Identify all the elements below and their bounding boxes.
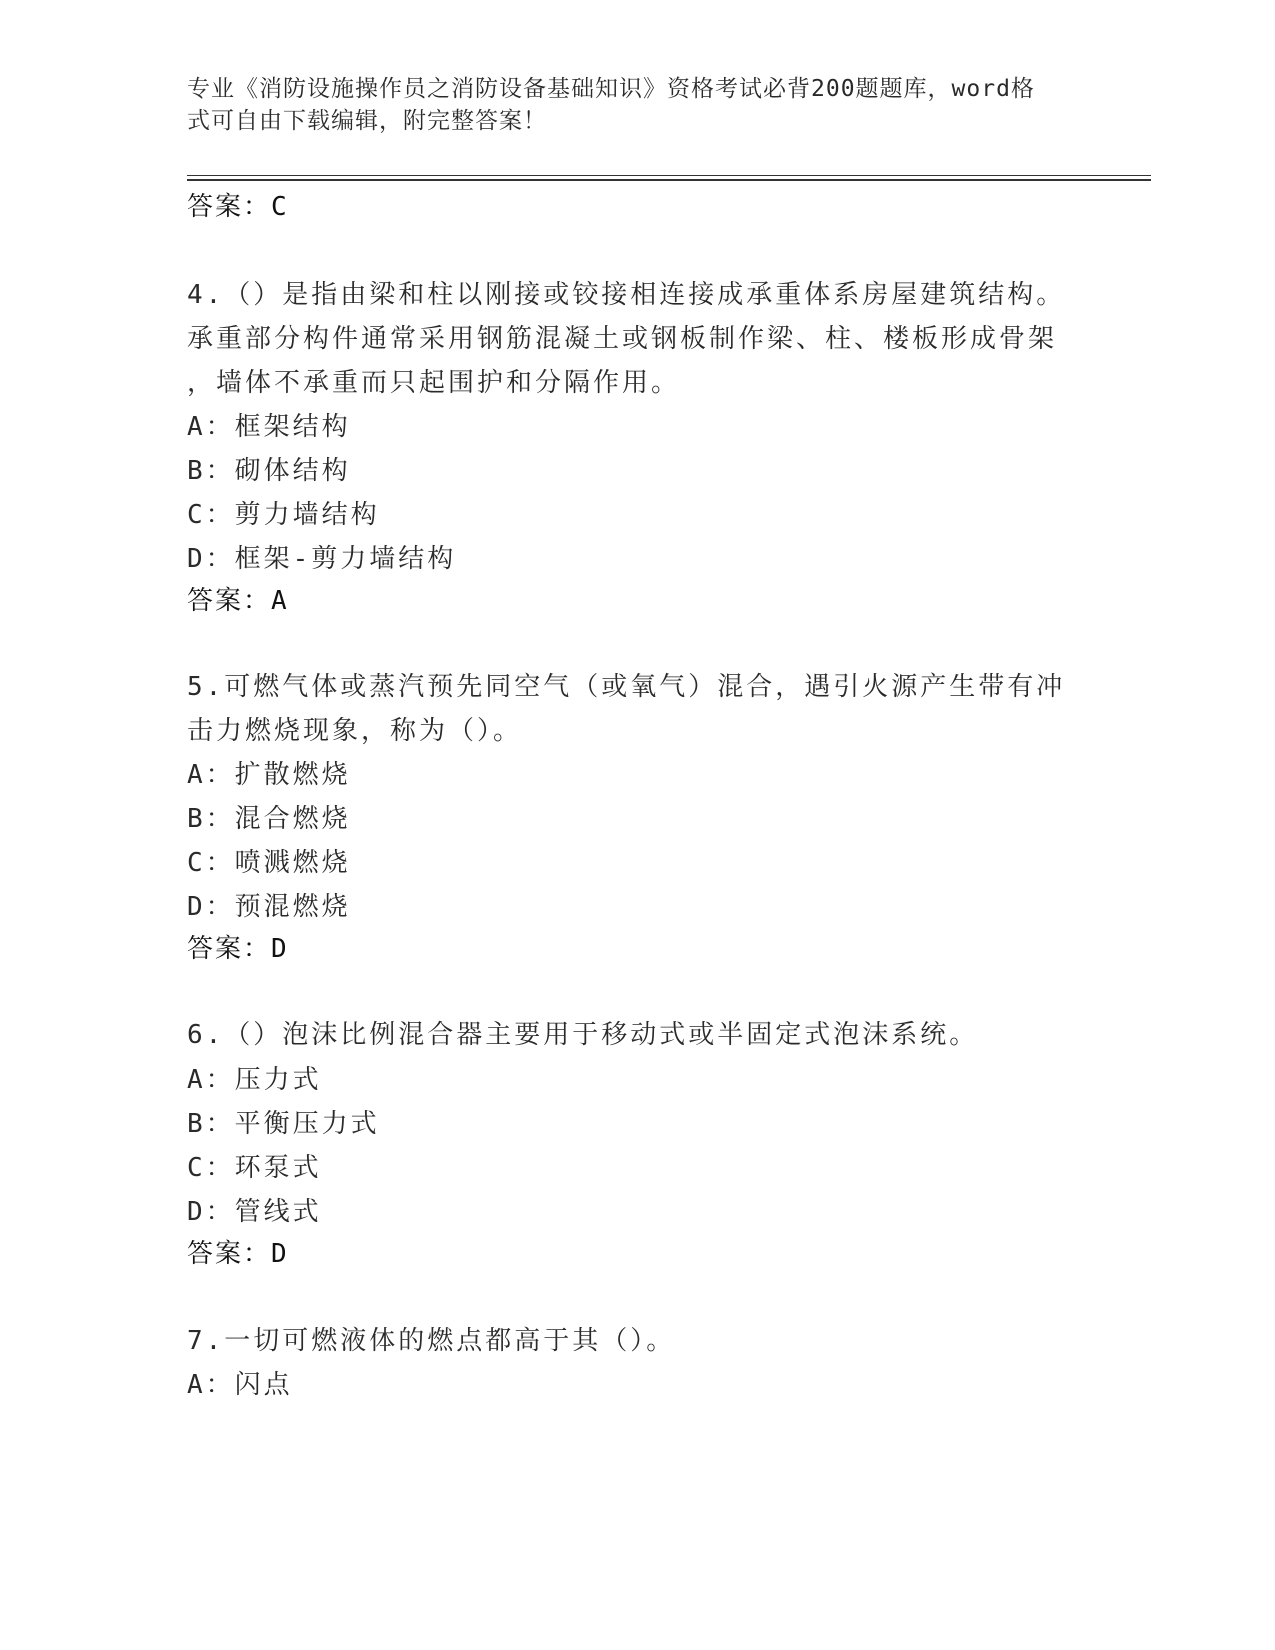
- answer-label: 答案：: [187, 1239, 272, 1269]
- option-b: B：平衡压力式: [187, 1109, 380, 1139]
- option-c: C：环泵式: [187, 1153, 322, 1183]
- header-line-1: 专业《消防设施操作员之消防设备基础知识》资格考试必背200题题库，word格: [187, 76, 1035, 102]
- question-stem-line: 承重部分构件通常采用钢筋混凝土或钢板制作梁、柱、楼板形成骨架: [187, 324, 1058, 354]
- option-a: A：扩散燃烧: [187, 760, 351, 790]
- option-a: A：压力式: [187, 1065, 322, 1095]
- header-divider-thin: [187, 175, 1151, 176]
- header-divider-thick: [187, 179, 1151, 181]
- question-stem-line: 击力燃烧现象，称为（）。: [187, 716, 523, 746]
- question-stem-line: 5.可燃气体或蒸汽预先同空气（或氧气）混合，遇引火源产生带有冲: [187, 672, 1066, 702]
- document-header: [187, 73, 1067, 137]
- answer-value: D: [271, 934, 289, 964]
- header-line-2: 式可自由下载编辑，附完整答案！: [187, 108, 547, 134]
- answer-label: 答案：: [187, 934, 272, 964]
- answer-line: [187, 186, 289, 223]
- answer-line: [187, 1233, 289, 1270]
- question-stem-line: 4.（）是指由梁和柱以刚接或铰接相连接成承重体系房屋建筑结构。: [187, 280, 1066, 310]
- question-stem-line: 7.一切可燃液体的燃点都高于其（）。: [187, 1326, 676, 1356]
- option-c: C：喷溅燃烧: [187, 848, 351, 878]
- answer-value: A: [271, 586, 289, 616]
- question-stem-line: ，墙体不承重而只起围护和分隔作用。: [187, 368, 681, 398]
- answer-value: D: [271, 1239, 289, 1269]
- option-d: D：框架-剪力墙结构: [187, 544, 457, 574]
- answer-label: 答案：: [187, 192, 272, 222]
- option-a: A：闪点: [187, 1370, 293, 1400]
- option-d: D：预混燃烧: [187, 892, 351, 922]
- answer-value: C: [271, 192, 289, 222]
- option-d: D：管线式: [187, 1197, 322, 1227]
- option-b: B：砌体结构: [187, 456, 351, 486]
- question-stem-line: 6.（）泡沫比例混合器主要用于移动式或半固定式泡沫系统。: [187, 1020, 979, 1050]
- answer-label: 答案：: [187, 586, 272, 616]
- option-a: A：框架结构: [187, 412, 351, 442]
- option-c: C：剪力墙结构: [187, 500, 380, 530]
- answer-line: [187, 580, 289, 617]
- answer-line: [187, 928, 289, 965]
- option-b: B：混合燃烧: [187, 804, 351, 834]
